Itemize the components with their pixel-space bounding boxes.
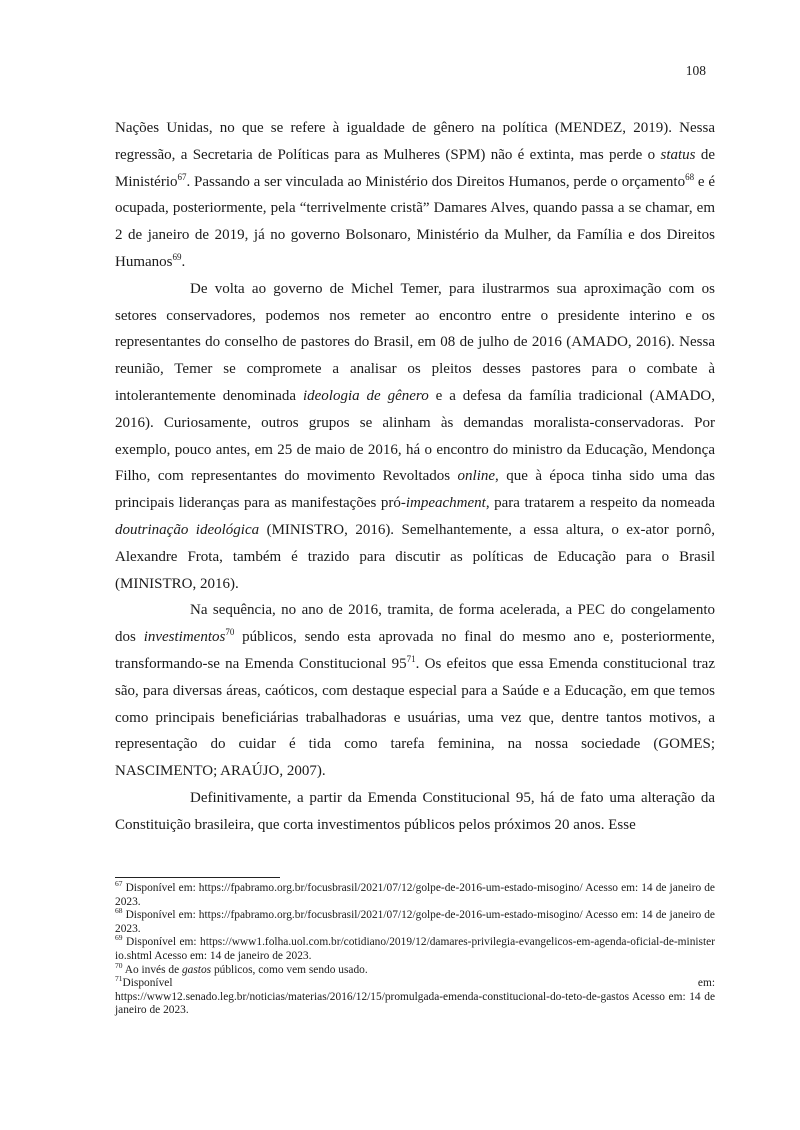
footnote-ref-71[interactable]: 71 xyxy=(406,653,416,664)
body-text xyxy=(115,115,715,839)
footnotes xyxy=(115,879,715,1018)
footnote-ref-69[interactable]: 69 xyxy=(172,251,182,262)
footnote-69: $^{69}$ Disponível em: https://www1.folha.uol.com.br/cotidiano/2019/12/damares-privilegia-evangelicos-em-agenda-oficial-de-ministerio.shtml Acesso em: 14 de janeiro de 2023. xyxy=(115,933,715,962)
paragraph-4: Definitivamente, a partir da Emenda Constitucional 95, há de fato uma alteração da Constituição brasileira, que corta investimentos públicos pelos próximos 20 anos. Esse xyxy=(115,789,715,833)
footnote-68: $^{68}$ Disponível em: https://fpabramo.org.br/focusbrasil/2021/07/12/golpe-de-2016-um-estado-misogino/ Acesso em: 14 de janeiro de 2023. xyxy=(115,906,715,935)
footnote-67: $^{67}$ Disponível em: https://fpabramo.org.br/focusbrasil/2021/07/12/golpe-de-2016-um-estado-misogino/ Acesso em: 14 de janeiro de 2023. xyxy=(115,879,715,908)
footnote-ref-70[interactable]: 70 xyxy=(225,627,235,638)
page-number: 108 xyxy=(685,63,706,78)
footnote-ref-68[interactable]: 68 xyxy=(685,171,695,182)
footnote-ref-67[interactable]: 67 xyxy=(177,171,187,182)
paragraph-3: Na sequência, no ano de 2016, tramita, de forma acelerada, a PEC do congelamento dos investimentos$^{70}$ públicos, sendo esta aprovada no final do mesmo ano e, posteriormente, transformando-se na Emenda Constitucional $95^{71}$. Os efeitos que essa Emenda constitucional traz são, para diversas áreas, caóticos, com destaque especial para a Saúde e a Educação, em que temos como principais beneficiárias trabalhadoras e usuárias, uma vez que, dentre tantos motivos, a representação do cuidar é tida como tarefa feminina, na nossa sociedade (GOMES; NASCIMENTO; ARAÚJO, 2007). xyxy=(115,602,716,780)
paragraph-1: Nações Unidas, no que se refere à igualdade de gênero na política (MENDEZ, 2019). Nessa regressão, a Secretaria de Políticas para as Mulheres (SPM) não é extinta, mas perde o status de Ministério$^{67}$. Passando a ser vinculada ao Ministério dos Direitos Humanos, perde o orçamento$^{68}$ e é ocupada, posteriormente, pela “terrivelmente cristã” Damares Alves, quando passa a se chamar, em 2 de janeiro de 2019, já no governo Bolsonaro, Ministério da Mulher, da Família e dos Direitos Humanos$^{69}$. xyxy=(115,120,715,270)
footnote-71: $^{71}$Disponível em: https://www12.senado.leg.br/noticias/materias/2016/12/15/promulgada-emenda-constitucional-do-teto-de-gastos Acesso em: 14 de janeiro de 2023. xyxy=(115,974,715,1017)
paragraph-2: De volta ao governo de Michel Temer, para ilustrarmos sua aproximação com os setores conservadores, podemos nos remeter ao encontro entre o presidente interino e os representantes do conselho de pastores do Brasil, em 08 de julho de 2016 (AMADO, 2016). Nessa reunião, Temer se compromete a analisar os pleitos desses pastores para o combate à intolerantemente denominada ideologia de gênero e a defesa da família tradicional (AMADO, 2016). Curiosamente, outros grupos se alinham às demandas moralista-conservadoras. Por exemplo, pouco antes, em 25 de maio de 2016, há o encontro do ministro da Educação, Mendonça Filho, com representantes do movimento Revoltados online, que à época tinha sido uma das principais lideranças para as manifestações pró-impeachment, para tratarem a respeito da nomeada doutrinação ideológica (MINISTRO, 2016). Semelhantemente, a essa altura, o ex-ator pornô, Alexandre Frota, também é trazido para discutir as políticas de Educação para o Brasil (MINISTRO, 2016). xyxy=(115,280,715,592)
footnote-70: $^{70}$ Ao invés de gastos públicos, como vem sendo usado. xyxy=(115,960,368,976)
footnote-separator xyxy=(115,877,280,878)
